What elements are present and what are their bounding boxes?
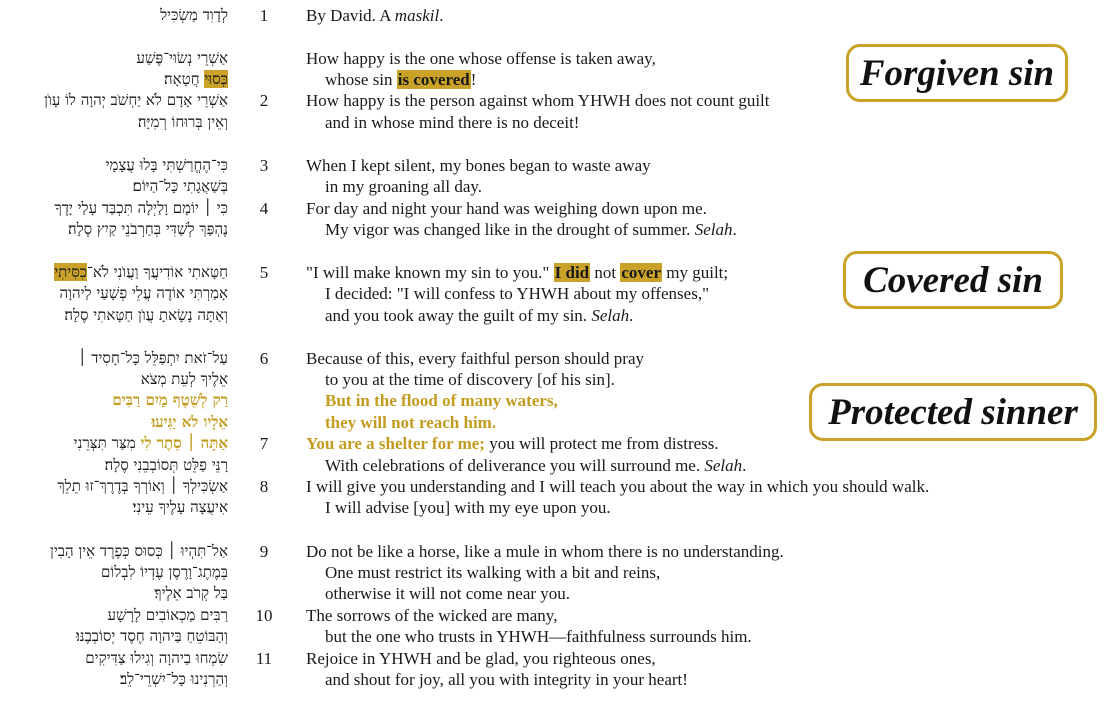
hebrew-line: וְהַבּוֹטֵחַ בַּיהוָה חֶסֶד יְסוֹבְבֶנּוּ׃: [75, 627, 228, 645]
english-text: my guilt;: [662, 263, 729, 282]
hebrew-line: אַשְׂכִּילְךָ ׀ וְאוֹרְךָ בְּדֶרֶךְ־זוּ תֵלֵךְ: [57, 477, 228, 495]
hebrew-highlight: כִסִּיתִי: [54, 263, 88, 281]
verse-number: 8: [259, 477, 269, 496]
hebrew-gold-line: אֵלָיו לֹא יַגִּיעוּ׃: [151, 413, 228, 431]
covered-sin-label: Covered sin: [843, 251, 1063, 309]
english-line: How happy is the one whose offense is taken away,: [306, 49, 656, 68]
verse-number: 10: [255, 606, 273, 625]
english-line: Do not be like a horse, like a mule in whom there is no understanding.: [306, 542, 784, 561]
english-italic: Selah: [704, 456, 743, 475]
english-line: The sorrows of the wicked are many,: [306, 606, 558, 625]
english-line: [325, 455, 746, 476]
english-line: For day and night your hand was weighing down upon me.: [306, 199, 707, 218]
hebrew-line: אִיעֲצָה עָלֶיךָ עֵינִי׃: [132, 498, 228, 516]
english-italic: maskil: [394, 6, 440, 25]
english-text: .: [629, 306, 634, 325]
verse-number: 6: [259, 349, 269, 368]
english-text: By David. A: [306, 6, 395, 25]
english-line: [306, 262, 728, 283]
hebrew-line: אָמַרְתִּי אוֹדֶה עֲלֵי פְשָׁעַי לַיהוָה: [59, 284, 228, 302]
hebrew-line: בַּל קְרֹב אֵלֶיךָ׃: [154, 584, 228, 602]
hebrew-line: אַשְׁרֵי נְשׂוּי־פֶּשַׁע: [136, 49, 228, 67]
english-text: .: [742, 456, 747, 475]
english-gold-text: You are a shelter for me;: [306, 434, 485, 453]
english-line: Because of this, every faithful person should pray: [306, 349, 645, 368]
hebrew-line: כִּי־הֶחֱרַשְׁתִּי בָּלוּ עֲצָמָי: [105, 156, 228, 174]
hebrew-line: בְּשַׁאֲגָתִי כָּל־הַיּוֹם׃: [132, 177, 228, 195]
hebrew-line: וְאֵין בְּרוּחוֹ רְמִיָּה׃: [137, 113, 228, 131]
verse-number: 5: [259, 263, 269, 282]
hebrew-line: וְהַרְנִינוּ כָּל־יִשְׁרֵי־לֵב׃: [119, 670, 228, 688]
english-text: "I will make known my sin to you.": [306, 263, 554, 282]
verse-number: 9: [259, 542, 269, 561]
english-line: but the one who trusts in YHWH—faithfulness surrounds him.: [325, 627, 752, 646]
english-line: otherwise it will not come near you.: [325, 584, 571, 603]
english-text: My vigor was changed like in the drought of summer.: [325, 220, 695, 239]
hebrew-text: מִצַּר תִּצְּרֵנִי: [73, 434, 141, 452]
hebrew-line: לְדָוִד מַשְׂכִּיל: [160, 6, 228, 24]
english-text: and you took away the guilt of my sin.: [325, 306, 592, 325]
english-line: How happy is the person against whom YHWH does not count guilt: [306, 91, 770, 110]
english-text: .: [439, 6, 444, 25]
english-line: in my groaning all day.: [325, 177, 483, 196]
hebrew-gold-line: רַק לְשֵׁטֶף מַיִם רַבִּים: [112, 391, 228, 409]
hebrew-text: חַטָּאתִי אוֹדִיעֲךָ וַעֲוֺנִי לֹא־: [87, 263, 228, 281]
english-text: not: [590, 263, 621, 282]
hebrew-line: אַשְׁרֵי אָדָם לֹא יַחְשֹׁב יְהוָה לוֹ עָוֺן: [44, 91, 228, 109]
verse-number: 3: [259, 156, 269, 175]
english-highlight: I did: [554, 263, 590, 282]
english-line: [325, 69, 476, 90]
english-line: to you at the time of discovery [of his sin].: [325, 370, 615, 389]
english-italic: Selah: [694, 220, 733, 239]
hebrew-line: וְאַתָּה נָשָׂאתָ עֲוֺן חַטָּאתִי סֶלָה׃: [64, 306, 228, 324]
hebrew-line: נֶהְפַּךְ לְשַׁדִּי בְּחַרְבֹנֵי קַיִץ סֶלָה׃: [67, 220, 228, 238]
english-line: [306, 433, 719, 454]
english-line: When I kept silent, my bones began to waste away: [306, 156, 651, 175]
hebrew-line: אֵלֶיךָ לְעֵת מְצֹא: [140, 370, 228, 388]
hebrew-gold-text: אַתָּה ׀ סֵתֶר לִי: [140, 434, 228, 452]
english-line: [325, 305, 633, 326]
english-text: .: [732, 220, 737, 239]
english-line: [306, 5, 443, 26]
english-line: and in whose mind there is no deceit!: [325, 113, 580, 132]
verse-number: 11: [255, 649, 273, 668]
verse-number: 4: [259, 199, 269, 218]
english-line: I will advise [you] with my eye upon you.: [325, 498, 611, 517]
forgiven-sin-label: Forgiven sin: [846, 44, 1068, 102]
hebrew-line: שִׂמְחוּ בַיהוָה וְגִילוּ צַדִּיקִים: [85, 649, 228, 667]
english-text: whose sin: [325, 70, 397, 89]
hebrew-highlight: כְּסוּי: [204, 70, 228, 88]
hebrew-line: [164, 69, 228, 90]
english-line: and shout for joy, all you with integrity in your heart!: [325, 670, 688, 689]
hebrew-line: [74, 433, 228, 454]
english-gold-line: they will not reach him.: [325, 413, 497, 432]
english-highlight: is covered: [397, 70, 470, 89]
english-line: Rejoice in YHWH and be glad, you righteous ones,: [306, 649, 656, 668]
verse-number: 1: [259, 6, 269, 25]
english-line: I decided: "I will confess to YHWH about my offenses,": [325, 284, 710, 303]
hebrew-line: אַל־תִּהְיוּ ׀ כְּסוּס כְּפֶרֶד אֵין הָבִין: [50, 542, 228, 560]
english-italic: Selah: [591, 306, 630, 325]
english-text: you will protect me from distress.: [484, 434, 719, 453]
english-gold-line: But in the flood of many waters,: [325, 391, 558, 410]
hebrew-line: [54, 262, 228, 283]
hebrew-line: בְּמֶתֶג־וָרֶסֶן עֶדְיוֹ לִבְלוֹם: [101, 563, 228, 581]
english-highlight: cover: [621, 263, 661, 282]
english-text: With celebrations of deliverance you will surround me.: [325, 456, 705, 475]
verse-number: 2: [259, 91, 269, 110]
english-text: !: [470, 70, 477, 89]
hebrew-line: רָנֵּי פַלֵּט תְּסוֹבְבֵנִי סֶלָה׃: [104, 456, 228, 474]
english-line: One must restrict its walking with a bit and reins,: [325, 563, 661, 582]
hebrew-line: רַבִּים מַכְאוֹבִים לָרָשָׁע: [107, 606, 228, 624]
english-line: I will give you understanding and I will teach you about the way in which you should walk.: [306, 477, 930, 496]
english-line: [325, 219, 737, 240]
protected-sinner-label: Protected sinner: [809, 383, 1097, 441]
hebrew-text: חֲטָאָה׃: [164, 70, 205, 88]
hebrew-line: כִּי ׀ יוֹמָם וָלַיְלָה תִּכְבַּד עָלַי יָדֶךָ: [54, 199, 228, 217]
hebrew-line: עַל־זֹאת יִתְפַּלֵּל כָּל־חָסִיד ׀: [78, 349, 228, 367]
verse-number: 7: [259, 434, 269, 453]
